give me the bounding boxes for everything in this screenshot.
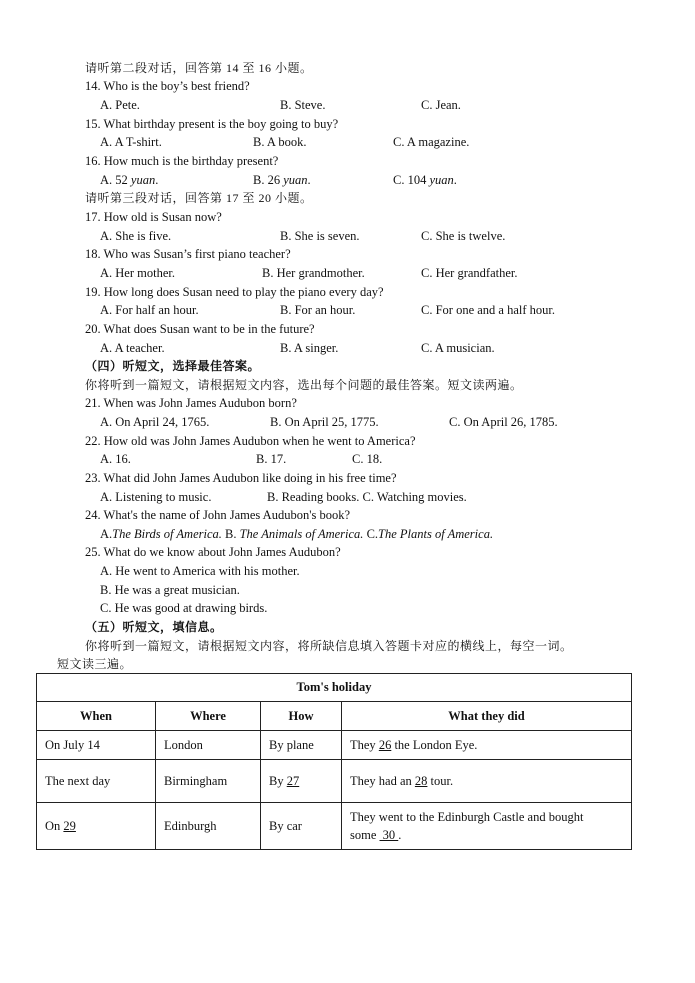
section2-heading: 请听第二段对话，回答第 14 至 16 小题。 bbox=[85, 61, 313, 75]
q15-question: 15. What birthday present is the boy going to buy? bbox=[85, 117, 339, 131]
q19-option-c: C. For one and a half hour. bbox=[421, 303, 556, 317]
header-when: When bbox=[37, 702, 156, 731]
q16-option-c: C. 104 yuan. bbox=[393, 173, 457, 187]
q17-option-c: C. She is twelve. bbox=[421, 229, 506, 243]
q25-option-a: A. He went to America with his mother. bbox=[100, 564, 300, 578]
q25-question: 25. What do we know about John James Audubon? bbox=[85, 545, 341, 559]
cell-how: By car bbox=[261, 803, 342, 850]
q25-option-c: C. He was good at drawing birds. bbox=[100, 601, 268, 615]
q14-option-c: C. Jean. bbox=[421, 98, 461, 112]
q22-question: 22. How old was John James Audubon when he went to America? bbox=[85, 434, 416, 448]
q17-option-b: B. She is seven. bbox=[280, 229, 360, 243]
q23-question: 23. What did John James Audubon like doing in his free time? bbox=[85, 471, 397, 485]
q20-question: 20. What does Susan want to be in the future? bbox=[85, 322, 315, 336]
cell-when: The next day bbox=[37, 760, 156, 803]
cell-when: On July 14 bbox=[37, 731, 156, 760]
blank-29[interactable]: 29 bbox=[63, 818, 76, 833]
cell-what: They went to the Edinburgh Castle and bought some 30 . bbox=[342, 803, 632, 850]
part5-instructions-cont: 短文读三遍。 bbox=[57, 657, 133, 671]
blank-27[interactable]: 27 bbox=[286, 773, 300, 788]
q22-option-a: A. 16. bbox=[100, 452, 131, 466]
q20-option-c: C. A musician. bbox=[421, 341, 495, 355]
cell-what: They 26 the London Eye. bbox=[342, 731, 632, 760]
q23-option-a: A. Listening to music. bbox=[100, 490, 212, 504]
cell-what: They had an 28 tour. bbox=[342, 760, 632, 803]
cell-how: By plane bbox=[261, 731, 342, 760]
q15-option-b: B. A book. bbox=[253, 135, 307, 149]
q21-option-b: B. On April 25, 1775. bbox=[270, 415, 379, 429]
q19-question: 19. How long does Susan need to play the piano every day? bbox=[85, 285, 384, 299]
section3-heading: 请听第三段对话，回答第 17 至 20 小题。 bbox=[85, 191, 313, 205]
q18-option-c: C. Her grandfather. bbox=[421, 266, 518, 280]
q21-question: 21. When was John James Audubon born? bbox=[85, 396, 297, 410]
q16-option-a: A. 52 yuan. bbox=[100, 173, 159, 187]
q25-option-b: B. He was a great musician. bbox=[100, 583, 240, 597]
cell-where: London bbox=[156, 731, 261, 760]
q20-option-a: A. A teacher. bbox=[100, 341, 165, 355]
q20-option-b: B. A singer. bbox=[280, 341, 339, 355]
blank-30[interactable]: 30 bbox=[379, 828, 399, 842]
q14-question: 14. Who is the boy’s best friend? bbox=[85, 79, 250, 93]
q17-question: 17. How old is Susan now? bbox=[85, 210, 222, 224]
header-what-they-did: What they did bbox=[342, 702, 632, 731]
header-how: How bbox=[261, 702, 342, 731]
q23-option-b-c: B. Reading books. C. Watching movies. bbox=[267, 490, 467, 504]
q14-option-b: B. Steve. bbox=[280, 98, 326, 112]
q18-option-a: A. Her mother. bbox=[100, 266, 175, 280]
blank-28[interactable]: 28 bbox=[414, 773, 428, 788]
q22-option-c: C. 18. bbox=[352, 452, 383, 466]
table-row bbox=[37, 803, 632, 850]
cell-where: Edinburgh bbox=[156, 803, 261, 850]
part4-instructions: 你将听到一篇短文，请根据短文内容，选出每个问题的最佳答案。短文读两遍。 bbox=[85, 378, 523, 392]
q17-option-a: A. She is five. bbox=[100, 229, 172, 243]
q24-options: A.The Birds of America. B. The Animals of America. C.The Plants of America. bbox=[100, 527, 494, 541]
blank-26[interactable]: 26 bbox=[378, 737, 392, 752]
q18-question: 18. Who was Susan’s first piano teacher? bbox=[85, 247, 291, 261]
part4-title: （四）听短文，选择最佳答案。 bbox=[85, 359, 261, 373]
table-title: Tom's holiday bbox=[37, 674, 632, 702]
part5-instructions: 你将听到一篇短文，请根据短文内容，将所缺信息填入答题卡对应的横线上，每空一词。 bbox=[85, 639, 573, 653]
q24-question: 24. What's the name of John James Audubon's book? bbox=[85, 508, 351, 522]
q22-option-b: B. 17. bbox=[256, 452, 287, 466]
q15-option-a: A. A T-shirt. bbox=[100, 135, 162, 149]
part5-title: （五）听短文，填信息。 bbox=[85, 620, 223, 634]
q18-option-b: B. Her grandmother. bbox=[262, 266, 365, 280]
cell-where: Birmingham bbox=[156, 760, 261, 803]
table-row bbox=[37, 731, 632, 760]
q16-option-b: B. 26 yuan. bbox=[253, 173, 311, 187]
q21-option-c: C. On April 26, 1785. bbox=[449, 415, 558, 429]
q14-option-a: A. Pete. bbox=[100, 98, 140, 112]
header-where: Where bbox=[156, 702, 261, 731]
cell-when: On 29 bbox=[37, 803, 156, 850]
table-row bbox=[37, 760, 632, 803]
cell-how: By 27 bbox=[261, 760, 342, 803]
q15-option-c: C. A magazine. bbox=[393, 135, 470, 149]
toms-holiday-table bbox=[36, 673, 632, 850]
q19-option-b: B. For an hour. bbox=[280, 303, 356, 317]
q21-option-a: A. On April 24, 1765. bbox=[100, 415, 210, 429]
q19-option-a: A. For half an hour. bbox=[100, 303, 199, 317]
q16-question: 16. How much is the birthday present? bbox=[85, 154, 279, 168]
